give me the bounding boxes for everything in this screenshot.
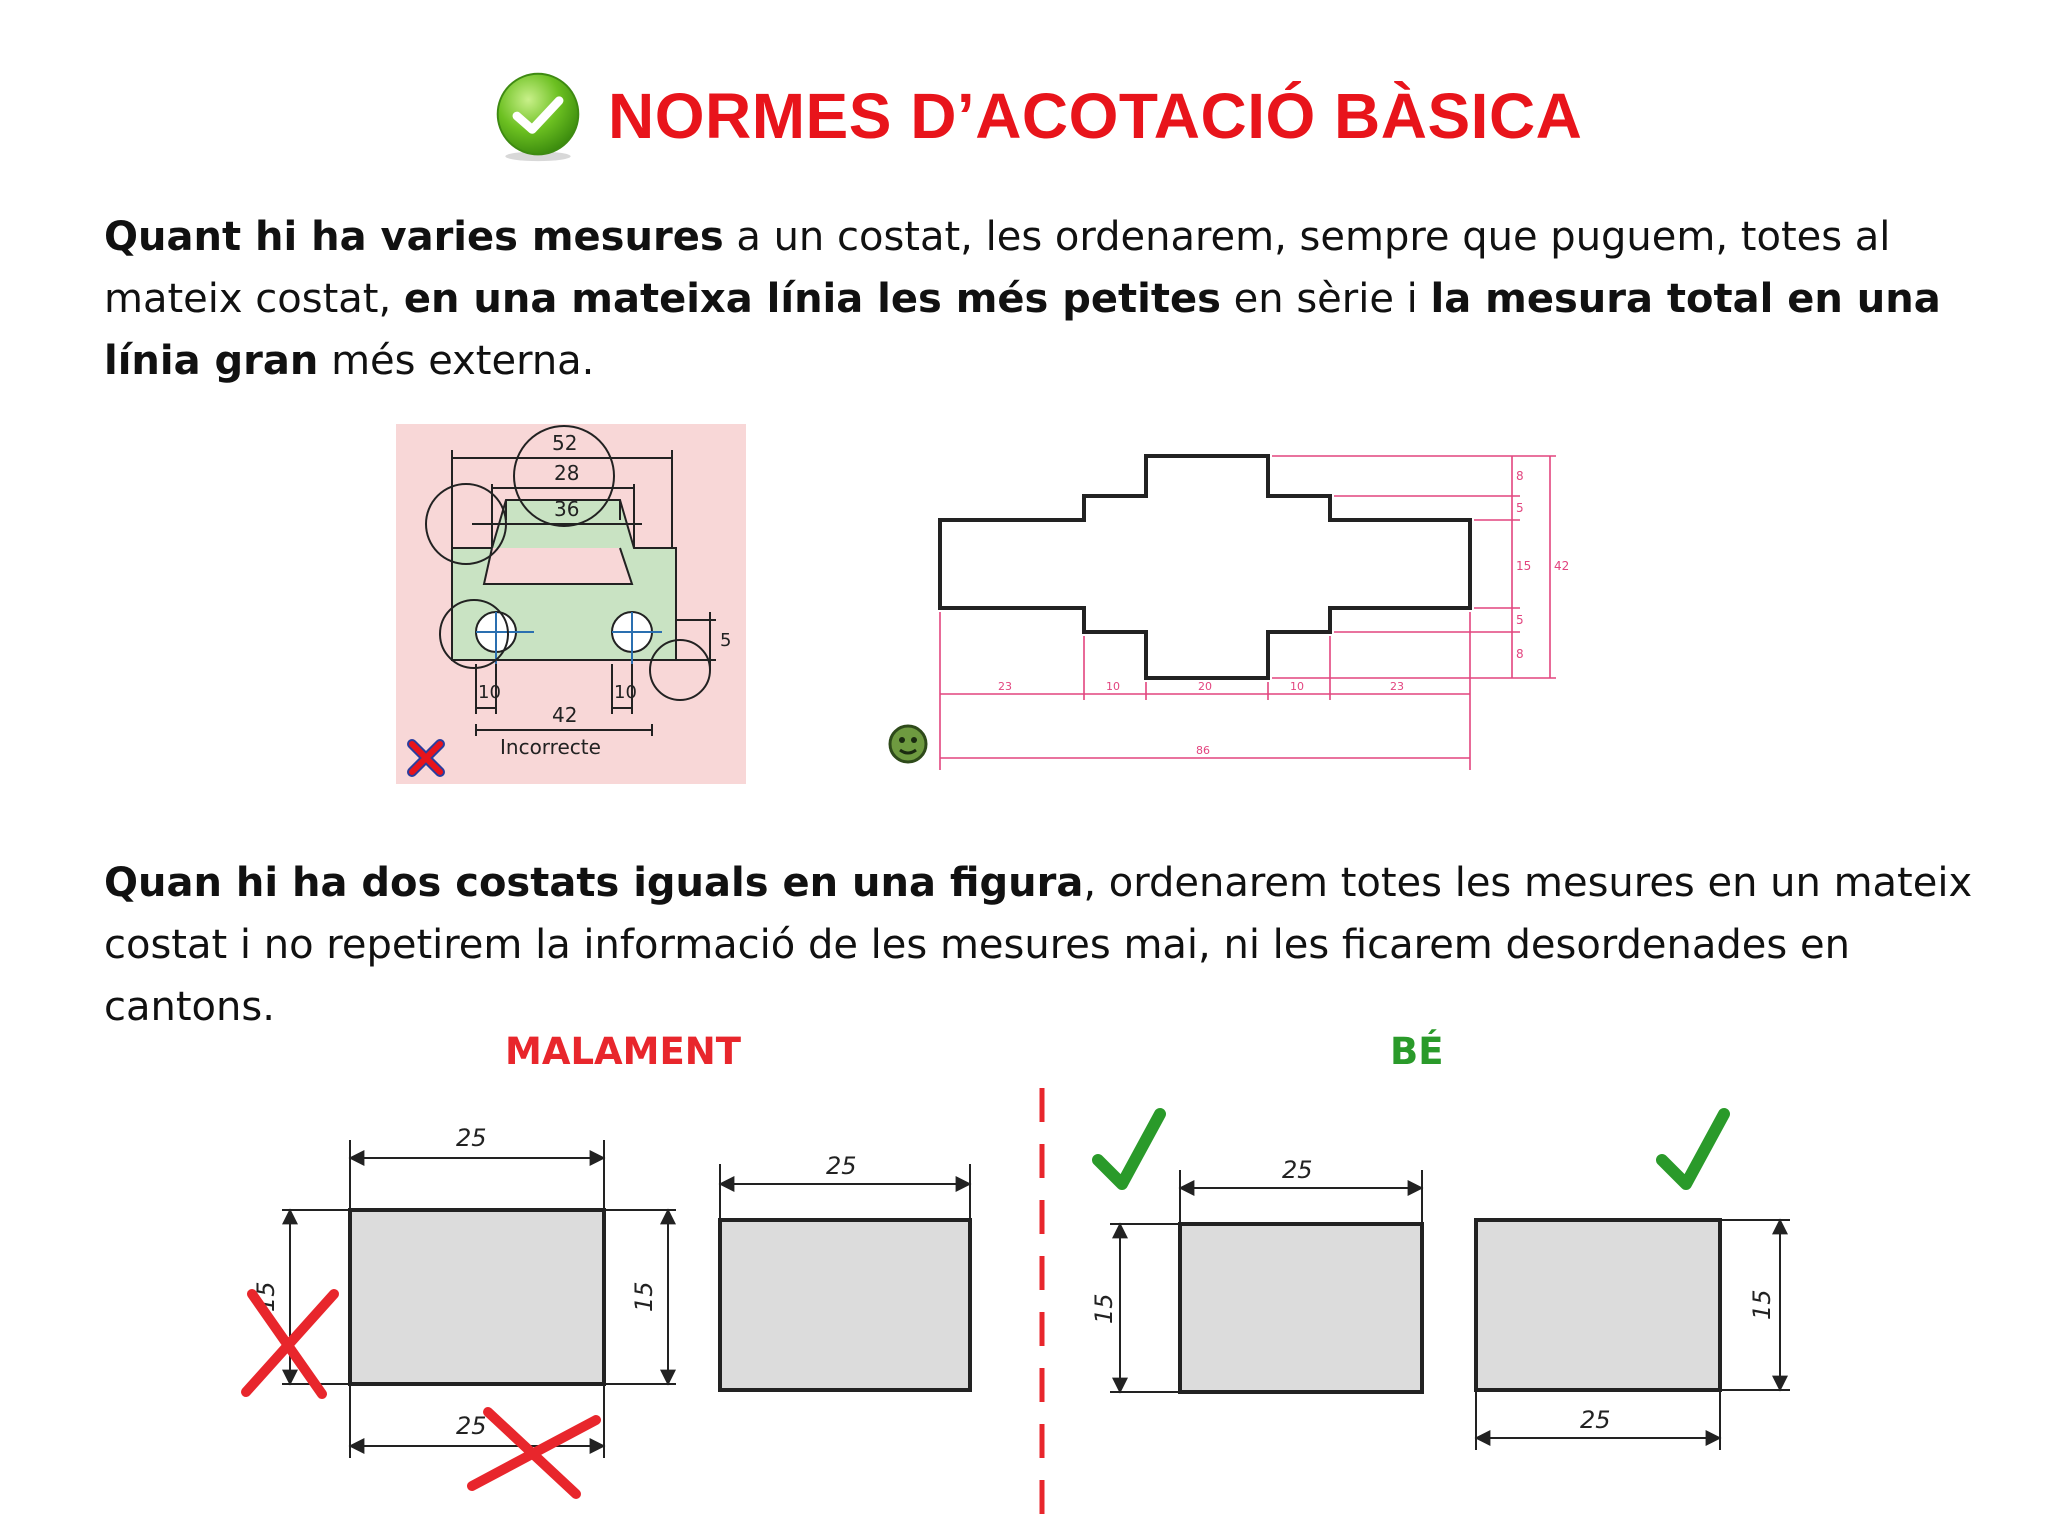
dim-label: 10 xyxy=(614,682,637,703)
incorrect-dimension-figure xyxy=(396,424,746,784)
p1-text-2: a un costat, les ordenarem, sempre que puguem, totes al mateix costat, xyxy=(104,214,1891,322)
p2-bold-1: Quan hi ha dos costats iguals en una figura xyxy=(104,860,1084,906)
dim-label: 5 xyxy=(1516,501,1524,515)
dim-label: 52 xyxy=(552,431,578,455)
dim-label: 42 xyxy=(552,703,578,727)
bottom-comparison-figure xyxy=(230,1080,1810,1520)
dim-label: 8 xyxy=(1516,469,1524,483)
dim-label: 25 xyxy=(826,1152,857,1180)
red-cross-icon xyxy=(472,1412,596,1494)
dim-label: 25 xyxy=(456,1124,487,1152)
part-slot xyxy=(484,548,632,584)
dim-label: 86 xyxy=(1196,744,1210,757)
dim-label: 5 xyxy=(720,630,732,651)
smiley-icon xyxy=(890,726,926,762)
p1-bold-5: la mesura total en una línia gran xyxy=(104,276,1941,384)
dim-label: 15 xyxy=(1090,1293,1118,1324)
dim-label: 25 xyxy=(1580,1406,1611,1434)
p1-text-6: més externa. xyxy=(318,338,595,384)
label-malament: MALAMENT xyxy=(505,1030,741,1073)
dim-label: 10 xyxy=(1290,680,1304,693)
dim-label: 8 xyxy=(1516,647,1524,661)
p1-bold-3: en una mateixa línia les més petites xyxy=(403,276,1221,322)
figure-caption: Incorrecte xyxy=(500,735,601,759)
dim-label: 23 xyxy=(1390,680,1404,693)
dim-label: 5 xyxy=(1516,613,1524,627)
dim-label: 25 xyxy=(456,1412,487,1440)
page-title: NORMES D’ACOTACIÓ BÀSICA xyxy=(608,80,1583,152)
dim-label: 28 xyxy=(554,461,580,485)
dim-label: 25 xyxy=(1282,1156,1313,1184)
dim-label: 23 xyxy=(998,680,1012,693)
dim-label: 15 xyxy=(1516,559,1532,573)
dim-label: 20 xyxy=(1198,680,1212,693)
p2-text-2: , ordenarem totes les mesures en un mateix costat i no repetirem la informació de les mesures mai, ni les ficarem desordenades en cantons. xyxy=(104,860,1973,1030)
dim-label: 42 xyxy=(1554,559,1570,573)
dim-label: 15 xyxy=(252,1281,280,1312)
dim-label: 15 xyxy=(1748,1289,1776,1320)
correct-dimension-figure xyxy=(880,440,1600,786)
green-check-icon xyxy=(1662,1114,1724,1184)
paragraph-2 xyxy=(104,852,1984,1034)
p1-text-4: en sèrie i xyxy=(1220,276,1431,322)
good-rect-left xyxy=(1180,1224,1422,1392)
dim-label: 10 xyxy=(478,682,501,703)
check-circle-icon xyxy=(490,68,586,164)
good-rect-right xyxy=(1476,1220,1720,1390)
bad-rect-left xyxy=(350,1210,604,1384)
dim-label: 10 xyxy=(1106,680,1120,693)
bad-rect-right xyxy=(720,1220,970,1390)
dim-label: 15 xyxy=(630,1281,658,1312)
green-check-icon xyxy=(1098,1114,1160,1184)
stepped-shape xyxy=(940,456,1470,678)
title-row xyxy=(490,66,1582,166)
dim-label: 36 xyxy=(554,497,580,521)
label-be: BÉ xyxy=(1390,1030,1444,1073)
paragraph-1 xyxy=(104,206,1984,392)
rectangles xyxy=(350,1210,1720,1392)
p1-bold-1: Quant hi ha varies mesures xyxy=(104,214,724,260)
